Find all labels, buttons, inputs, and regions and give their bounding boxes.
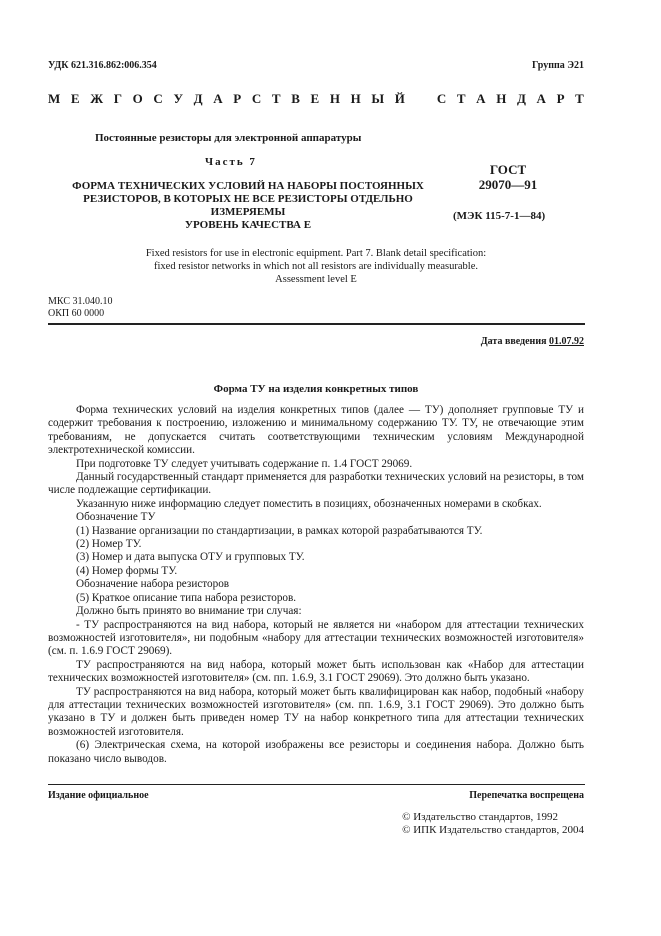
classification-codes (48, 296, 112, 320)
part-label: Часть 7 (205, 156, 257, 168)
banner-letter: А (213, 91, 223, 106)
english-line: fixed resistor networks in which not all resistors are individually measurable. (154, 261, 478, 272)
banner-letter: Ы (371, 91, 385, 106)
title-line: РЕЗИСТОРОВ, В КОТОРЫХ НЕ ВСЕ РЕЗИСТОРЫ ОТДЕЛЬНО (83, 193, 413, 205)
paragraph: - ТУ распространяются на вид набора, который не является ни «набором для аттестации технических возможностей изготовителя», ни подобным «набору для аттестации технических возможностей изготовителя» (см. п. 1.6.9 ГОСТ 29069). (48, 618, 584, 658)
copyright-line: © Издательство стандартов, 1992 (402, 811, 559, 823)
banner-letter: Т (271, 91, 281, 106)
banner-letter: О (132, 91, 143, 106)
date-label: Дата введения (480, 336, 547, 347)
paragraph: (3) Номер и дата выпуска ОТУ и групповых ТУ. (76, 551, 305, 564)
paragraph: Обозначение набора резисторов (76, 578, 230, 591)
banner-letter: Т (575, 91, 584, 106)
paragraph: (1) Название организации по стандартизации, в рамках которой разрабатываются ТУ. (76, 524, 483, 537)
banner-letter: Д (193, 91, 203, 106)
header-divider (48, 323, 585, 325)
paragraph: При подготовке ТУ следует учитывать содержание п. 1.4 ГОСТ 29069. (76, 457, 413, 470)
iec-reference: (МЭК 115-7-1—84) (453, 210, 546, 222)
paragraph: Должно быть принято во внимание три случая: (76, 605, 302, 618)
title-line: ФОРМА ТЕХНИЧЕСКИХ УСЛОВИЙ НА НАБОРЫ ПОСТОЯННЫХ (72, 180, 424, 192)
copyright (402, 811, 584, 837)
banner-letter: Р (556, 91, 565, 106)
banner-letter: Н (329, 91, 340, 106)
english-title (48, 247, 584, 286)
banner-letter: Д (516, 91, 526, 106)
document-subtitle: Постоянные резисторы для электронной аппаратуры (95, 132, 362, 144)
gost-number: 29070—91 (478, 177, 538, 192)
copyright-line: © ИПК Издательство стандартов, 2004 (402, 824, 584, 836)
official-edition: Издание официальное (48, 790, 149, 801)
paragraph: (2) Номер ТУ. (76, 538, 142, 551)
paragraph: Указанную ниже информацию следует поместить в позициях, обозначенных номерами в скобках. (76, 497, 542, 510)
banner-letter: Н (350, 91, 361, 106)
banner-letter: Г (113, 91, 123, 106)
paragraph: Данный государственный стандарт применяется для разработки технических условий на резисторы, в том числе подлежащие сертификации. (48, 471, 584, 497)
banner-letter: М (48, 91, 61, 106)
udk-code: УДК 621.316.862:006.354 (48, 60, 157, 71)
paragraph: (5) Краткое описание типа набора резисторов. (76, 591, 297, 604)
group-code: Группа Э21 (532, 60, 584, 71)
paragraph: ТУ распространяются на вид набора, который может быть квалифицирован как набор, подобный «набору для аттестации технических возможностей изготовителя» (см. пп. 1.6.9, 3.1 ГОСТ 29069). Это должно быть указано в ТУ и должен быть приведен номер ТУ на набор конкретного типа для аттестации технических возможностей изготовителя. (48, 685, 584, 738)
date-value: 01.07.92 (549, 336, 584, 347)
paragraph: Форма технических условий на изделия конкретных типов (далее — ТУ) дополняет групповые ТУ и содержит требования к построению, изложению и минимальному содержанию ТУ. ТУ, не отвечающие этим требованиям, не допускается считать соответствующими техническим условиям Международной электротехнической комиссии. (48, 404, 584, 457)
paragraph: (6) Электрическая схема, на которой изображены все резисторы и соединения набора. Должно быть показано число выводов. (48, 739, 584, 765)
banner-letter: Е (70, 91, 80, 106)
mks-code: МКС 31.040.10 (48, 296, 113, 307)
gost-designation (458, 162, 558, 192)
banner-letter: В (291, 91, 300, 106)
banner-letter: С (251, 91, 262, 106)
banner-letter: А (476, 91, 486, 106)
english-line: Assessment level E (275, 274, 357, 285)
body-text (48, 404, 584, 766)
paragraph: (4) Номер формы ТУ. (76, 564, 178, 577)
title-line: ИЗМЕРЯЕМЫ (210, 206, 286, 218)
english-line: Fixed resistors for use in electronic equipment. Part 7. Blank detail specification: (145, 248, 487, 259)
banner-letter: А (536, 91, 546, 106)
banner-letter: С (436, 91, 447, 106)
paragraph: Обозначение ТУ (76, 511, 156, 524)
reprint-notice: Перепечатка воспрещена (469, 790, 584, 801)
footer-divider (48, 784, 585, 785)
banner-letter: У (173, 91, 183, 106)
title-line: УРОВЕНЬ КАЧЕСТВА Е (184, 219, 312, 231)
gost-label: ГОСТ (489, 162, 527, 177)
banner-letter: Р (233, 91, 242, 106)
effective-date (481, 336, 584, 347)
okp-code: ОКП 60 0000 (48, 308, 105, 319)
document-title (48, 180, 448, 232)
banner-letter: Й (394, 91, 405, 106)
standard-banner (48, 91, 584, 107)
paragraph: ТУ распространяются на вид набора, который может быть использован как «Набор для аттестации технических возможностей изготовителя» (см. пп. 1.6.9, 3.1 ГОСТ 29069). Это должно быть указано. (48, 658, 584, 685)
banner-letter: С (153, 91, 163, 106)
banner-letter: Н (496, 91, 507, 106)
banner-letter: Ж (90, 91, 104, 106)
banner-letter: Е (310, 91, 320, 106)
section-title: Форма ТУ на изделия конкретных типов (213, 383, 419, 395)
banner-letter: Т (456, 91, 466, 106)
